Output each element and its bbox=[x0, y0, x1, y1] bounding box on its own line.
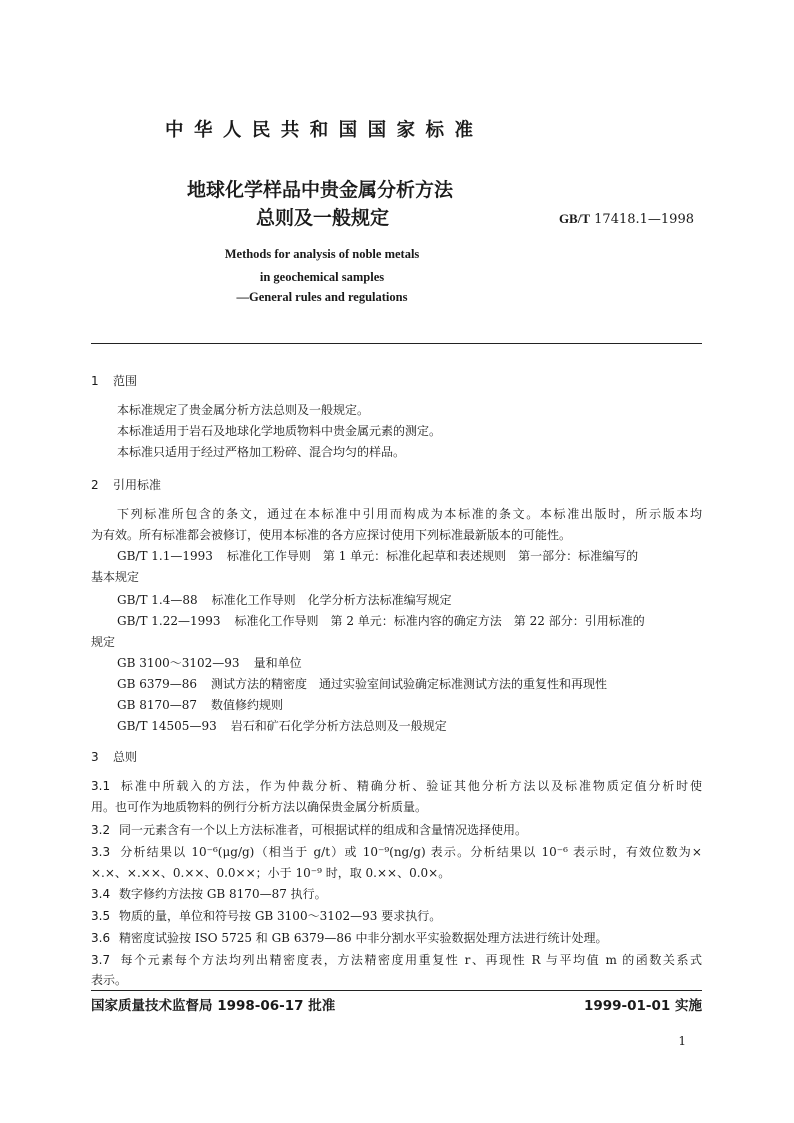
reference-code: GB 3100～3102—93 bbox=[117, 656, 240, 670]
reference-code: GB/T 1.22—1993 bbox=[117, 614, 221, 628]
section1-heading bbox=[91, 372, 137, 389]
section3-heading bbox=[91, 748, 137, 765]
section3-number: 3 bbox=[91, 750, 99, 764]
clause-line bbox=[91, 884, 702, 905]
reference-title: 数值修约规则 bbox=[211, 698, 284, 712]
section1-para1: 本标准规定了贵金属分析方法总则及一般规定。 bbox=[117, 403, 370, 417]
reference-title: 标准化工作导则 化学分析方法标准编写规定 bbox=[211, 593, 452, 607]
reference-item bbox=[117, 695, 283, 716]
clause-text: 标准中所载入的方法，作为仲裁分析、精确分析、验证其他分析方法以及标准物质定值分析时使 bbox=[119, 779, 702, 793]
section2-heading bbox=[91, 476, 161, 493]
footer-divider bbox=[91, 990, 702, 991]
title-en-line1: Methods for analysis of noble metals bbox=[224, 247, 420, 261]
clause-line bbox=[91, 950, 702, 971]
title-cn-line2: 总则及一般规定 bbox=[255, 207, 389, 229]
clause-text: 精密度试验按 ISO 5725 和 GB 6379—86 中非分割水平实验数据处理方法进行统计处理。 bbox=[119, 931, 608, 945]
reference-item bbox=[117, 653, 302, 674]
clause-continuation: ×.×、×.××、0.××、0.0××；小于 10⁻⁹ 时，取 0.××、0.0×。 bbox=[91, 866, 451, 880]
standard-prefix: GB/T bbox=[558, 211, 591, 226]
reference-title: 标准化工作导则 第 2 单元：标准内容的确定方法 第 22 部分：引用标准的 bbox=[234, 614, 645, 628]
section1-para2: 本标准适用于岩石及地球化学地质物料中贵金属元素的测定。 bbox=[117, 424, 442, 438]
reference-title: 岩石和矿石化学分析方法总则及一般规定 bbox=[230, 719, 447, 733]
reference-code: GB/T 14505—93 bbox=[117, 719, 217, 733]
section1-title: 范围 bbox=[113, 374, 138, 388]
standard-number bbox=[559, 211, 694, 227]
reference-continuation: 基本规定 bbox=[91, 570, 140, 584]
section2-intro-line1: 下列标准所包含的条文，通过在本标准中引用而构成为本标准的条文。本标准出版时，所示版本均 bbox=[117, 507, 702, 521]
national-standard-heading: 中 华 人 民 共 和 国 国 家 标 准 bbox=[165, 120, 475, 141]
section2-intro-line2: 为有效。所有标准都会被修订，使用本标准的各方应探讨使用下列标准最新版本的可能性。 bbox=[91, 528, 572, 542]
reference-title: 标准化工作导则 第 1 单元：标准化起草和表述规则 第一部分：标准编写的 bbox=[226, 549, 639, 563]
clause-text: 同一元素含有一个以上方法标准者，可根据试样的组成和含量情况选择使用。 bbox=[119, 823, 528, 837]
reference-code: GB/T 1.1—1993 bbox=[117, 549, 213, 563]
clause-text: 每个元素每个方法均列出精密度表，方法精密度用重复性 r、再现性 R 与平均值 m 的函数关系式 bbox=[119, 953, 702, 967]
reference-code: GB/T 1.4—88 bbox=[117, 593, 198, 607]
section2-number: 2 bbox=[91, 478, 99, 492]
clause-number: 3.5 bbox=[91, 909, 111, 923]
header-divider bbox=[91, 343, 702, 344]
section3-title: 总则 bbox=[113, 750, 138, 764]
clause-text: 数字修约方法按 GB 8170—87 执行。 bbox=[119, 887, 327, 901]
clause-number: 3.4 bbox=[91, 887, 111, 901]
clause-line bbox=[91, 776, 702, 797]
section1-number: 1 bbox=[91, 374, 99, 388]
reference-continuation: 规定 bbox=[91, 635, 116, 649]
reference-item bbox=[117, 611, 645, 632]
section1-para3: 本标准只适用于经过严格加工粉碎、混合均匀的样品。 bbox=[117, 445, 406, 459]
clause-line bbox=[91, 906, 702, 927]
reference-item bbox=[117, 590, 452, 611]
section2-title: 引用标准 bbox=[113, 478, 162, 492]
clause-continuation: 用。也可作为地质物料的例行分析方法以确保贵金属分析质量。 bbox=[91, 800, 428, 814]
clause-line bbox=[91, 928, 702, 949]
reference-item bbox=[117, 546, 702, 567]
title-en-line2: in geochemical samples bbox=[259, 270, 385, 284]
title-en-line3: —General rules and regulations bbox=[236, 290, 408, 304]
page-number: 1 bbox=[678, 1034, 686, 1048]
reference-title: 测试方法的精密度 通过实验室间试验确定标准测试方法的重复性和再现性 bbox=[211, 677, 608, 691]
clause-number: 3.7 bbox=[91, 953, 111, 967]
reference-code: GB 8170—87 bbox=[117, 698, 198, 712]
reference-item bbox=[117, 674, 607, 695]
clause-line bbox=[91, 820, 702, 841]
clause-number: 3.2 bbox=[91, 823, 111, 837]
reference-code: GB 6379—86 bbox=[117, 677, 198, 691]
clause-number: 3.3 bbox=[91, 845, 111, 859]
reference-item bbox=[117, 716, 447, 737]
clause-text: 分析结果以 10⁻⁶(μg/g)（相当于 g/t）或 10⁻⁹(ng/g) 表示。分析结果以 10⁻⁶ 表示时，有效位数为× bbox=[119, 845, 702, 859]
standard-code: 17418.1—1998 bbox=[594, 212, 694, 227]
clause-line bbox=[91, 842, 702, 863]
approval-statement: 国家质量技术监督局 1998-06-17 批准 bbox=[91, 998, 336, 1014]
clause-number: 3.6 bbox=[91, 931, 111, 945]
title-cn-line1: 地球化学样品中贵金属分析方法 bbox=[186, 179, 453, 201]
implementation-date: 1999-01-01 实施 bbox=[583, 998, 702, 1014]
clause-number: 3.1 bbox=[91, 779, 111, 793]
clause-text: 物质的量，单位和符号按 GB 3100～3102—93 要求执行。 bbox=[119, 909, 442, 923]
reference-title: 量和单位 bbox=[253, 656, 302, 670]
clause-continuation: 表示。 bbox=[91, 973, 128, 987]
